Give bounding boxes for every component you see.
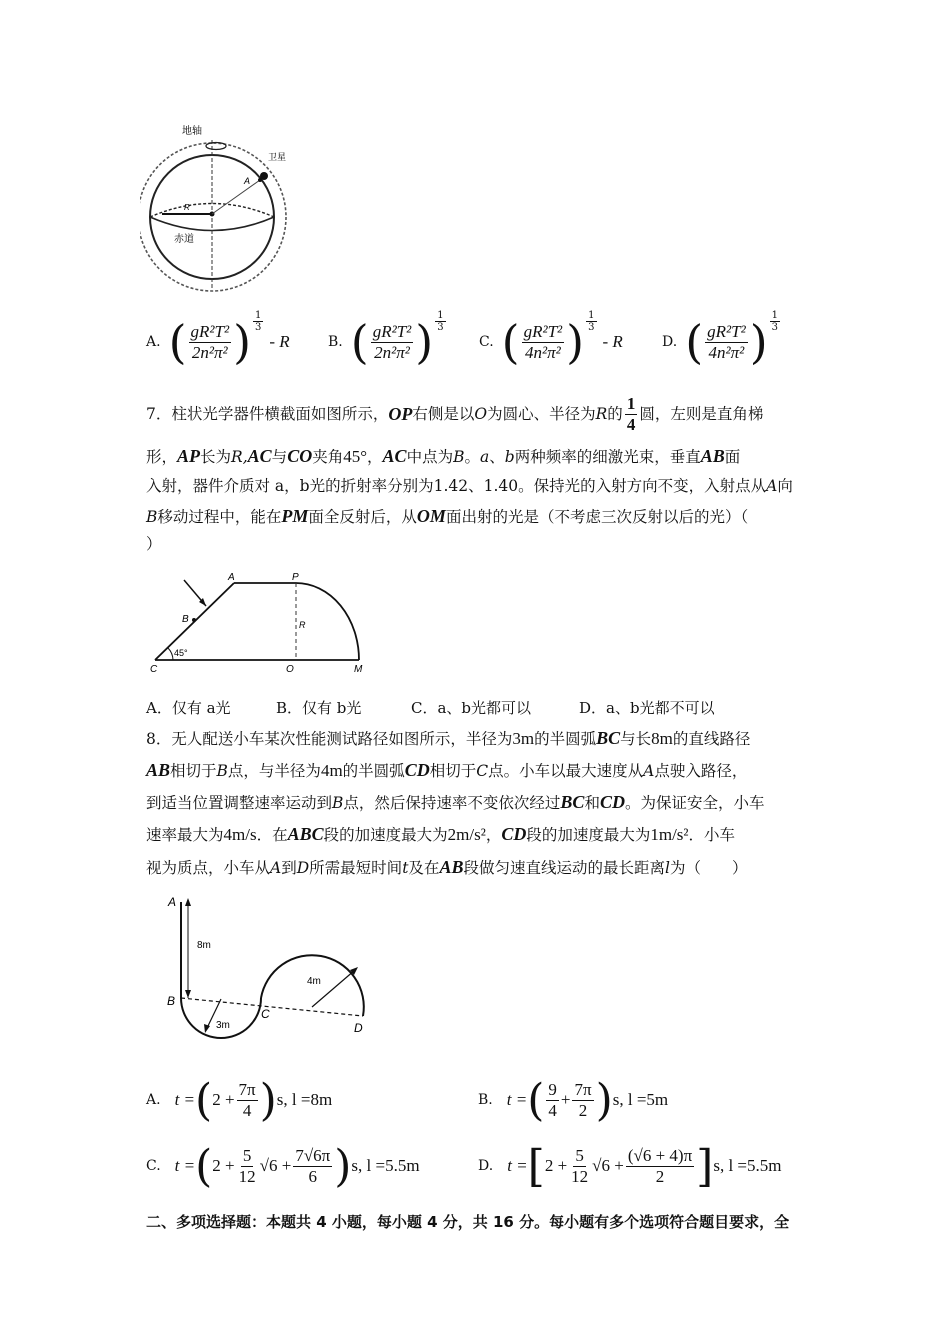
radius-label: R: [184, 203, 190, 212]
math-vmax: 4m/s: [223, 825, 257, 844]
prism-figure: [146, 568, 368, 678]
label-p: P: [292, 572, 299, 583]
text: 面出射的光是（不考虑三次反射以后的光）（: [445, 508, 749, 526]
exponent-den: 3: [255, 322, 262, 333]
denominator: 4n²π²: [525, 342, 561, 362]
numerator: 5: [575, 1145, 584, 1165]
text: 段做匀速直线运动的最长距离: [463, 859, 665, 877]
satellite-dot: [260, 172, 268, 180]
label-3m: 3m: [216, 1020, 230, 1031]
math-ab: AB: [439, 857, 464, 877]
math-a: a: [479, 448, 490, 466]
minus-r: - R: [269, 332, 290, 351]
expr-t: t =: [174, 1156, 196, 1175]
text: 形，: [146, 448, 178, 466]
option-label: B.: [478, 1092, 493, 1108]
minus-r: - R: [602, 332, 623, 351]
math-ac: AC: [247, 446, 272, 466]
math-l: l: [664, 859, 670, 877]
text: 长为: [200, 448, 232, 466]
math-bc: BC: [596, 728, 621, 748]
label-m: M: [354, 664, 363, 675]
text: 点。小车以最大速度从: [488, 762, 644, 780]
denominator: 4: [242, 1100, 252, 1120]
numerator: 7π: [574, 1079, 592, 1099]
label-d: D: [354, 1021, 363, 1035]
expr-t: t =: [174, 1090, 196, 1109]
option-label: D.: [662, 334, 678, 350]
text: 入射，器件介质对 a，b光的折射率分别为1.42、1.40。保持光的入射方向不变，入射点从: [146, 477, 767, 495]
exponent-den: 3: [588, 322, 595, 333]
equator-label: 赤道: [174, 234, 194, 245]
satellite-figure: [140, 120, 300, 295]
expr-post: s, l =5m: [612, 1090, 669, 1109]
text: 与长: [620, 730, 652, 748]
text: 移动过程中，能在: [157, 508, 282, 526]
option-label: A.: [146, 1092, 161, 1108]
numerator: 5: [242, 1145, 252, 1165]
text: 及在: [408, 859, 440, 877]
q6-option-d[interactable]: D. ( $\frac{\text{gR²T²}}{\text{4n²π²}}$ ) $\frac{1}{3}$: [662, 310, 779, 369]
text: 右侧是以: [412, 405, 475, 423]
math-a: A: [766, 477, 778, 495]
plus: +: [560, 1090, 571, 1109]
numerator: (√6 + 4)π: [627, 1145, 693, 1165]
math-co: CO: [287, 446, 313, 466]
text: 夹角: [312, 448, 344, 466]
text: ，: [367, 448, 383, 466]
label-a: A: [228, 572, 235, 583]
text: 为圆心、半径为: [487, 405, 596, 423]
numerator: gR²T²: [523, 321, 563, 341]
denominator: 2n²π²: [191, 342, 228, 362]
text: 和: [584, 794, 600, 812]
math-4m: 4m: [320, 761, 343, 780]
math-b: B: [216, 762, 228, 780]
math-op: OP: [388, 404, 413, 424]
text: 的半圆弧: [342, 762, 405, 780]
text: 中点为: [406, 448, 454, 466]
expr-post: s, l =5.5m: [351, 1156, 420, 1175]
text: 到: [281, 859, 297, 877]
track-figure: [160, 888, 382, 1052]
text: 的: [607, 405, 623, 423]
q7-line-3: [146, 472, 793, 500]
option-label: B.: [328, 334, 343, 350]
expr-post: s, l =8m: [276, 1090, 333, 1109]
text: 与: [271, 448, 288, 466]
term-root6: √6 +: [592, 1156, 624, 1175]
math-abc: ABC: [287, 824, 324, 844]
expr-t: t =: [506, 1090, 528, 1109]
text: 圆，左则是直角梯: [639, 405, 764, 423]
text: 两种频率的细激光束，垂直: [514, 448, 701, 466]
math-t: t: [402, 859, 409, 877]
q8-option-a[interactable]: A. t = ( 2 + $\frac{7\pi}{4}$ ) s, l =8m: [146, 1074, 333, 1126]
axis-label: 地轴: [182, 126, 202, 137]
exponent-den: 3: [771, 322, 779, 333]
section-2-heading: 二、多项选择题：本题共 4 小题，每小题 4 分，共 16 分。每小题有多个选项符合题目要求，全: [146, 1213, 790, 1231]
text: ，: [485, 826, 502, 844]
text: 速率最大为: [146, 826, 224, 844]
text: 点，然后保持速率不变依次经过: [343, 794, 561, 812]
text: 7．柱状光学器件横截面如图所示，: [146, 405, 389, 423]
text: 到适当位置调整速率运动到: [146, 794, 333, 812]
math-pm: PM: [281, 506, 309, 526]
denominator: 4n²π²: [708, 342, 745, 362]
satellite-label: 卫星: [268, 152, 287, 162]
text: 的半圆弧: [534, 730, 597, 748]
exponent-num: 1: [437, 310, 444, 321]
denominator: 2n²π²: [374, 342, 410, 362]
math-b: B: [453, 448, 465, 466]
denominator: 6: [308, 1166, 318, 1186]
label-4m: 4m: [307, 976, 321, 987]
q8-line-2: [146, 756, 747, 785]
text: 。: [464, 448, 480, 466]
math-bc: BC: [560, 792, 585, 812]
label-b: B: [182, 614, 189, 625]
math-r: R,: [231, 448, 248, 466]
q7-option-c[interactable]: C．a、b光都可以: [411, 699, 532, 717]
numerator: gR²T²: [190, 321, 230, 341]
denominator: 12: [571, 1166, 589, 1186]
text: 相切于: [429, 762, 477, 780]
text: 的直线路径: [672, 730, 751, 748]
q6-option-c[interactable]: C. ( $\frac{\text{gR²T²}}{\text{4n²π²}}$ ) $\frac{1}{3}$ - R: [479, 310, 623, 369]
text: 为（ ）: [669, 859, 748, 877]
math-cd: CD: [599, 792, 625, 812]
option-label: D.: [478, 1158, 494, 1174]
numerator: 7π: [238, 1079, 256, 1099]
q7-line-4: [146, 502, 748, 531]
term-2: 2 +: [212, 1090, 235, 1109]
quarter-den: 4: [626, 414, 636, 434]
point-a-label: A: [244, 176, 251, 186]
label-b: B: [167, 994, 176, 1008]
text: 点，与半径为: [227, 762, 321, 780]
quarter-num: 1: [626, 393, 636, 413]
q7-option-a[interactable]: A．仅有 a光: [146, 699, 231, 717]
q8-line-1: [146, 724, 750, 753]
exponent-den: 3: [437, 322, 444, 333]
text: 、: [489, 448, 505, 466]
q8-option-c[interactable]: C. t = ( 2 + $\frac{5}{12}$ √6 + $\frac{7√6\pi}{6}$ ) s, l =5.5m: [146, 1140, 420, 1192]
math-ac: AC: [382, 446, 407, 466]
term-2: 2 +: [544, 1156, 568, 1175]
exponent-num: 1: [255, 310, 262, 321]
numerator: gR²T²: [372, 321, 412, 341]
text: 。为保证安全，小车: [624, 794, 765, 812]
math-ap: AP: [177, 446, 201, 466]
option-label: C.: [146, 1158, 161, 1174]
q6-option-a[interactable]: A. ( $\frac{\text{gR²T²}}{\text{2n²π²}}$ ) $\frac{1}{3}$ - R: [146, 310, 290, 369]
q8-option-b[interactable]: B. t = ( $\frac{9}{4}$ + $\frac{7\pi}{2}$ ) s, l =5m: [478, 1074, 669, 1126]
text: ．小车: [688, 826, 736, 844]
math-ab: AB: [146, 760, 171, 780]
expr-post: s, l =5.5m: [713, 1156, 782, 1175]
text: 向: [777, 477, 793, 495]
text: ．在: [256, 826, 288, 844]
denominator: 12: [238, 1166, 256, 1186]
text: 面: [724, 448, 741, 466]
label-c: C: [150, 664, 158, 675]
math-b: B: [146, 508, 158, 526]
math-deg: 45°: [343, 447, 368, 466]
q7-line-1: [146, 392, 763, 436]
math-3m: 3m: [512, 729, 535, 748]
label-angle: 45°: [174, 648, 188, 658]
option-label: A.: [146, 334, 161, 350]
numerator: 9: [548, 1079, 557, 1099]
q8-option-d[interactable]: D. t = [ 2 + $\frac{5}{12}$ √6 + $\frac{(√6 + 4)\pi}{2}$ ] s, l =5.5m: [478, 1140, 782, 1192]
numerator: 7√6π: [295, 1145, 331, 1165]
math-om: OM: [416, 506, 446, 526]
q7-option-d[interactable]: D．a、b光都不可以: [579, 699, 715, 717]
q8-line-5: [146, 853, 747, 882]
q7-line-2: [146, 442, 740, 471]
math-d: D: [296, 859, 310, 877]
q7-option-b[interactable]: B．仅有 b光: [276, 699, 362, 717]
term-root6: √6 +: [259, 1156, 292, 1175]
math-b: B: [332, 794, 344, 812]
text: 相切于: [170, 762, 217, 780]
math-o: O: [474, 405, 488, 423]
expr-t: t =: [507, 1156, 528, 1175]
math-8m: 8m: [651, 729, 673, 748]
text: 所需最短时间: [309, 859, 403, 877]
math-cd: CD: [501, 824, 527, 844]
label-r: R: [299, 620, 306, 630]
math-cd: CD: [404, 760, 430, 780]
label-a: A: [168, 895, 177, 909]
q7-line-5: [146, 530, 162, 558]
denominator: 4: [548, 1100, 557, 1120]
label-o: O: [286, 664, 294, 675]
exponent-num: 1: [588, 310, 595, 321]
text: ）: [146, 535, 162, 553]
text: 8．无人配送小车某次性能测试路径如图所示，半径为: [146, 730, 513, 748]
numerator: gR²T²: [707, 321, 746, 341]
math-a: A: [643, 762, 655, 780]
text: 面全反射后，从: [308, 508, 417, 526]
math-ab: AB: [700, 446, 725, 466]
math-a2: 1m/s²: [650, 825, 689, 844]
math-a: A: [270, 859, 282, 877]
q6-option-b[interactable]: B. ( $\frac{\text{gR²T²}}{\text{2n²π²}}$ ) $\frac{1}{3}$: [328, 310, 444, 369]
text: 点驶入路径，: [654, 762, 748, 780]
math-c: C: [476, 762, 489, 780]
math-r: R: [595, 405, 608, 423]
option-label: C.: [479, 334, 494, 350]
denominator: 2: [578, 1100, 588, 1120]
q8-line-4: [146, 820, 735, 849]
text: 视为质点，小车从: [146, 859, 271, 877]
label-8m: 8m: [197, 940, 211, 951]
math-b: b: [504, 448, 515, 466]
denominator: 2: [655, 1166, 665, 1186]
math-a1: 2m/s²: [447, 825, 486, 844]
q8-line-3: [146, 788, 764, 817]
exponent-num: 1: [771, 310, 779, 321]
text: 段的加速度最大为: [526, 826, 651, 844]
text: 段的加速度最大为: [323, 826, 448, 844]
label-c: C: [261, 1007, 270, 1021]
term-2: 2 +: [212, 1156, 235, 1175]
